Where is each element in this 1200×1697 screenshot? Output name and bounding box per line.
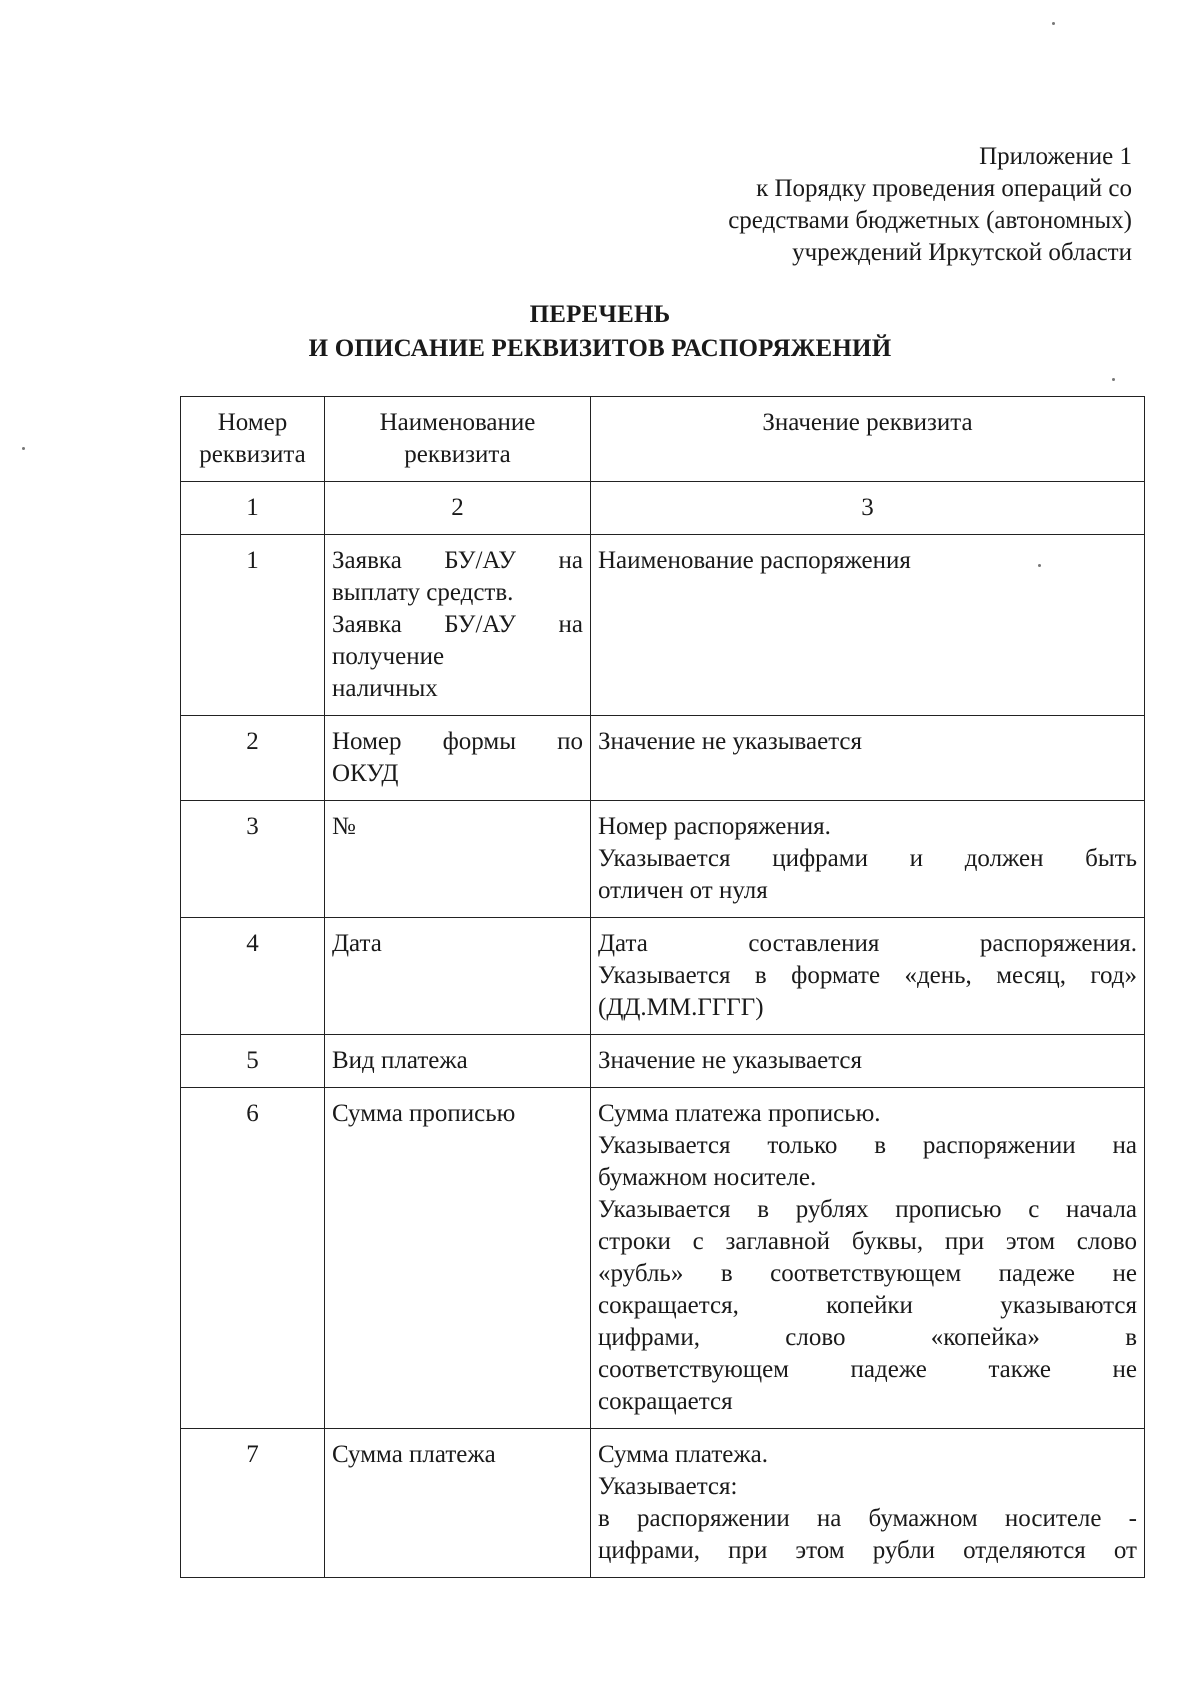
table-row	[181, 716, 1145, 801]
scan-speck	[1112, 378, 1115, 381]
table-row	[181, 1429, 1145, 1578]
requisite-value-line: Значение не указывается	[598, 1047, 863, 1074]
requisite-name	[325, 1429, 591, 1578]
requisite-value-line: цифрами, при этом рубли отделяются от	[598, 1537, 1137, 1564]
column-number: 1	[181, 482, 325, 535]
scan-speck	[1038, 564, 1041, 567]
requisite-value-line: Номер распоряжения.	[598, 813, 831, 840]
requisite-name	[325, 1088, 591, 1429]
table-row	[181, 1035, 1145, 1088]
requisite-number: 5	[181, 1035, 325, 1088]
document-title	[0, 298, 1200, 366]
requisite-value-line: строки с заглавной буквы, при этом слово	[598, 1228, 1137, 1255]
requisite-value	[591, 535, 1145, 716]
requisite-name	[325, 716, 591, 801]
table-row	[181, 1088, 1145, 1429]
requisite-value-line: Сумма платежа.	[598, 1441, 768, 1468]
header-name: Наименование реквизита	[325, 397, 591, 482]
table-row	[181, 535, 1145, 716]
requisite-name-line: Вид платежа	[332, 1047, 468, 1074]
requisite-value	[591, 1088, 1145, 1429]
requisite-number: 3	[181, 801, 325, 918]
requisite-number: 1	[181, 535, 325, 716]
column-number-row	[181, 482, 1145, 535]
requisite-value-line: Сумма платежа прописью.	[598, 1100, 881, 1127]
requisite-value	[591, 918, 1145, 1035]
annex-line: Приложение 1	[979, 143, 1132, 170]
requisite-name-line: получение	[332, 643, 445, 670]
title-line: ПЕРЕЧЕНЬ	[529, 301, 671, 328]
header-number: Номер реквизита	[181, 397, 325, 482]
requisite-value-line: Указывается только в распоряжении на	[598, 1132, 1137, 1159]
requisite-value-line: «рубль» в соответствующем падеже не	[598, 1260, 1137, 1287]
requisite-value-line: Значение не указывается	[598, 728, 863, 755]
scan-speck	[22, 447, 25, 450]
annex-line: учреждений Иркутской области	[792, 239, 1132, 266]
requisite-value-line: бумажном носителе.	[598, 1164, 817, 1191]
requisite-number: 6	[181, 1088, 325, 1429]
table-row	[181, 918, 1145, 1035]
requisite-name-line: Сумма прописью	[332, 1100, 516, 1127]
requisite-name-line: Сумма платежа	[332, 1441, 496, 1468]
title-line: И ОПИСАНИЕ РЕКВИЗИТОВ РАСПОРЯЖЕНИЙ	[308, 335, 892, 362]
column-number: 2	[325, 482, 591, 535]
requisite-value	[591, 1429, 1145, 1578]
requisite-name	[325, 535, 591, 716]
column-number: 3	[591, 482, 1145, 535]
requisite-value-line: Указывается в рублях прописью с начала	[598, 1196, 1137, 1223]
table-header-row	[181, 397, 1145, 482]
requisite-value-line: отличен от нуля	[598, 877, 768, 904]
requisite-value-line: сокращается, копейки указываются	[598, 1292, 1137, 1319]
requisite-name-line: Дата	[332, 930, 382, 957]
requisite-name-line: ОКУД	[332, 760, 399, 787]
requisite-value-line: Дата составления распоряжения.	[598, 930, 1137, 957]
requisite-name	[325, 801, 591, 918]
annex-header	[728, 141, 1132, 269]
requisite-number: 7	[181, 1429, 325, 1578]
requisite-value-line: цифрами, слово «копейка» в	[598, 1324, 1137, 1351]
requisite-number: 4	[181, 918, 325, 1035]
requisite-value-line: соответствующем падеже также не	[598, 1356, 1137, 1383]
requisite-name	[325, 918, 591, 1035]
requisite-name-line: Номер формы по	[332, 728, 583, 755]
requisite-value-line: Указывается в формате «день, месяц, год»	[598, 962, 1137, 989]
requisite-name-line: Заявка БУ/АУ на	[332, 611, 583, 638]
annex-line: к Порядку проведения операций со	[756, 175, 1132, 202]
requisite-name-line: №	[332, 813, 356, 840]
requisite-value	[591, 1035, 1145, 1088]
requisite-value-line: (ДД.ММ.ГГГГ)	[598, 994, 764, 1021]
header-value: Значение реквизита	[591, 397, 1145, 482]
annex-line: средствами бюджетных (автономных)	[728, 207, 1132, 234]
requisite-number: 2	[181, 716, 325, 801]
requisite-value-line: в распоряжении на бумажном носителе -	[598, 1505, 1137, 1532]
scan-speck	[1052, 22, 1055, 25]
requisite-value	[591, 716, 1145, 801]
requisites-table	[180, 396, 1145, 1578]
requisite-name-line: наличных	[332, 675, 438, 702]
requisite-name-line: Заявка БУ/АУ на	[332, 547, 583, 574]
requisite-value-line: Указывается:	[598, 1473, 738, 1500]
requisite-name-line: выплату средств.	[332, 579, 514, 606]
requisite-value-line: сокращается	[598, 1388, 733, 1415]
requisite-name	[325, 1035, 591, 1088]
requisite-value	[591, 801, 1145, 918]
requisite-value-line: Указывается цифрами и должен быть	[598, 845, 1137, 872]
table-row	[181, 801, 1145, 918]
requisite-value-line: Наименование распоряжения	[598, 547, 911, 574]
